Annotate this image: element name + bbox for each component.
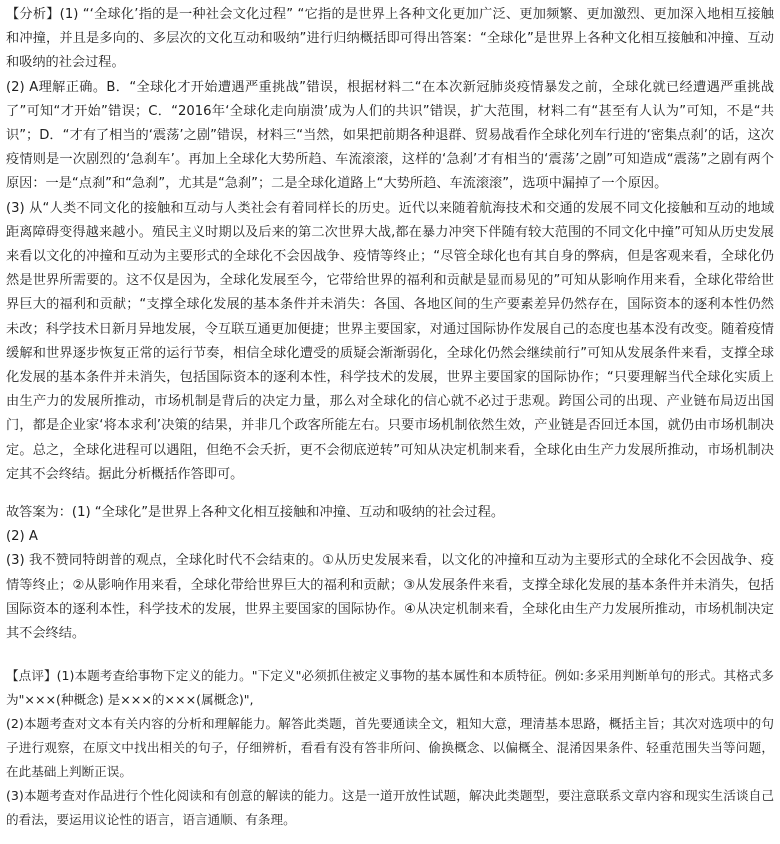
comment-2: (2)本题考查对文本有关内容的分析和理解能力。解答此类题，首先要通读全文，粗知大意，理清基本思路，概括主旨；其次对选项中的句子进行观察，在原文中找出相关的句子，仔细辨析，看看有没有答非所问、偷换概念、以偏概全、混淆因果条件、轻重范围失当等问题，在此基础上判断正误。	[6, 716, 774, 780]
answer-section	[6, 501, 774, 646]
comment-3: (3)本题考查对作品进行个性化阅读和有创意的解读的能力。这是一道开放性试题，解决此类题型，要注意联系文章内容和现实生活谈自己的看法，要运用议论性的语言，语言通顺、有条理。	[6, 788, 774, 828]
analysis-part-1: 【分析】(1) “‘全球化’指的是一种社会文化过程” “它指的是世界上各种文化更加广泛、更加频繁、更加激烈、更加深入地相互接触和冲撞，并且是多向的、多层次的文化互动和吸纳”进行归纳概括即可得出答案：“全球化”是世界上各种文化相互接触和冲撞、互动和吸纳的社会过程。	[6, 7, 774, 71]
analysis-part-2: (2) A理解正确。B．“全球化才开始遭遇严重挑战”错误，根据材料二“在本次新冠肺炎疫情暴发之前，全球化就已经遭遇严重挑战了”可知“才开始”错误；C．“2016年‘全球化走向崩溃’成为人们的共识”错误，扩大范围，材料二有“甚至有人认为”可知，不是“共识”；D．“才有了相当的‘震荡’之剧”错误，材料三“当然，如果把前期各种退群、贸易战看作全球化列车行进的‘密集点刹’的话，这次疫情则是一次剧烈的‘急刹车’。再加上全球化大势所趋、车流滚滚，这样的‘急刹’才有相当的‘震荡’之剧”可知造成“震荡”之剧有两个原因：一是“点刹”和“急刹”，尤其是“急刹”；二是全球化道路上“大势所趋、车流滚滚”，选项中漏掉了一个原因。	[6, 79, 774, 192]
answer-3: (3) 我不赞同特朗普的观点，全球化时代不会结束的。①从历史发展来看，以文化的冲撞和互动为主要形式的全球化不会因战争、疫情等终止；②从影响作用来看，全球化带给世界巨大的福利和贡献；③从发展条件来看，支撑全球化发展的基本条件并未消失，包括国际资本的逐利本性，科学技术的发展，世界主要国家的国际协作。④从决定机制来看，全球化由生产力发展所推动，市场机制决定其不会终结。	[6, 553, 774, 642]
answer-2: (2) A	[6, 529, 38, 545]
answer-1: 故答案为：(1) “全球化”是世界上各种文化相互接触和冲撞、互动和吸纳的社会过程。	[6, 505, 505, 521]
analysis-part-3: (3) 从“人类不同文化的接触和互动与人类社会有着同样长的历史。近代以来随着航海技术和交通的发展不同文化接触和互动的地域距离障碍变得越来越小。殖民主义时期以及后来的第二次世界大战,都在暴力冲突下伴随有较大范围的不同文化中撞”可知从历史发展来看以文化的冲撞和互动为主要形式的全球化不会因战争、疫情等终止；“尽管全球化也有其自身的弊病，但是客观来看，全球化仍然是世界所需要的。这不仅是因为，全球化发展至今，它带给世界的福利和贡献是显而易见的”可知从影响作用来看，全球化带给世界巨大的福利和贡献；“支撑全球化发展的基本条件并未消失：各国、各地区间的生产要素差异仍然存在，国际资本的逐利本性仍然未改；科学技术日新月异地发展，令互联互通更加便捷；世界主要国家，对通过国际协作发展自己的态度也基本没有改变。随着疫情缓解和世界逐步恢复正常的运行节奏，相信全球化遭受的质疑会渐渐弱化，全球化仍然会继续前行”可知从发展条件来看，支撑全球化发展的基本条件并未消失，包括国际资本的逐利本性，科学技术的发展，世界主要国家的国际协作；“只要理解当代全球化实质上由生产力的发展所推动，市场机制是背后的决定力量，那么对全球化的信心就不必过于悲观。跨国公司的出现、产业链布局迈出国门，都是企业家‘将本求利’决策的结果，并非几个政客所能左右。只要市场机制依然生效，产业链是否回迁本国，就仍由市场机制决定。总之，全球化进程可以遇阻，但绝不会夭折，更不会彻底逆转”可知从决定机制来看，全球化由生产力发展所推动，市场机制决定其不会终结。据此分析概括作答即可。	[6, 200, 774, 482]
comment-1: 【点评】(1)本题考查给事物下定义的能力。"下定义"必须抓住被定义事物的基本属性和本质特征。例如:多采用判断单句的形式。其格式多为"×××(种概念) 是×××的×××(属概念)",	[6, 668, 774, 708]
comment-section	[6, 664, 774, 832]
analysis-section	[6, 0, 774, 487]
